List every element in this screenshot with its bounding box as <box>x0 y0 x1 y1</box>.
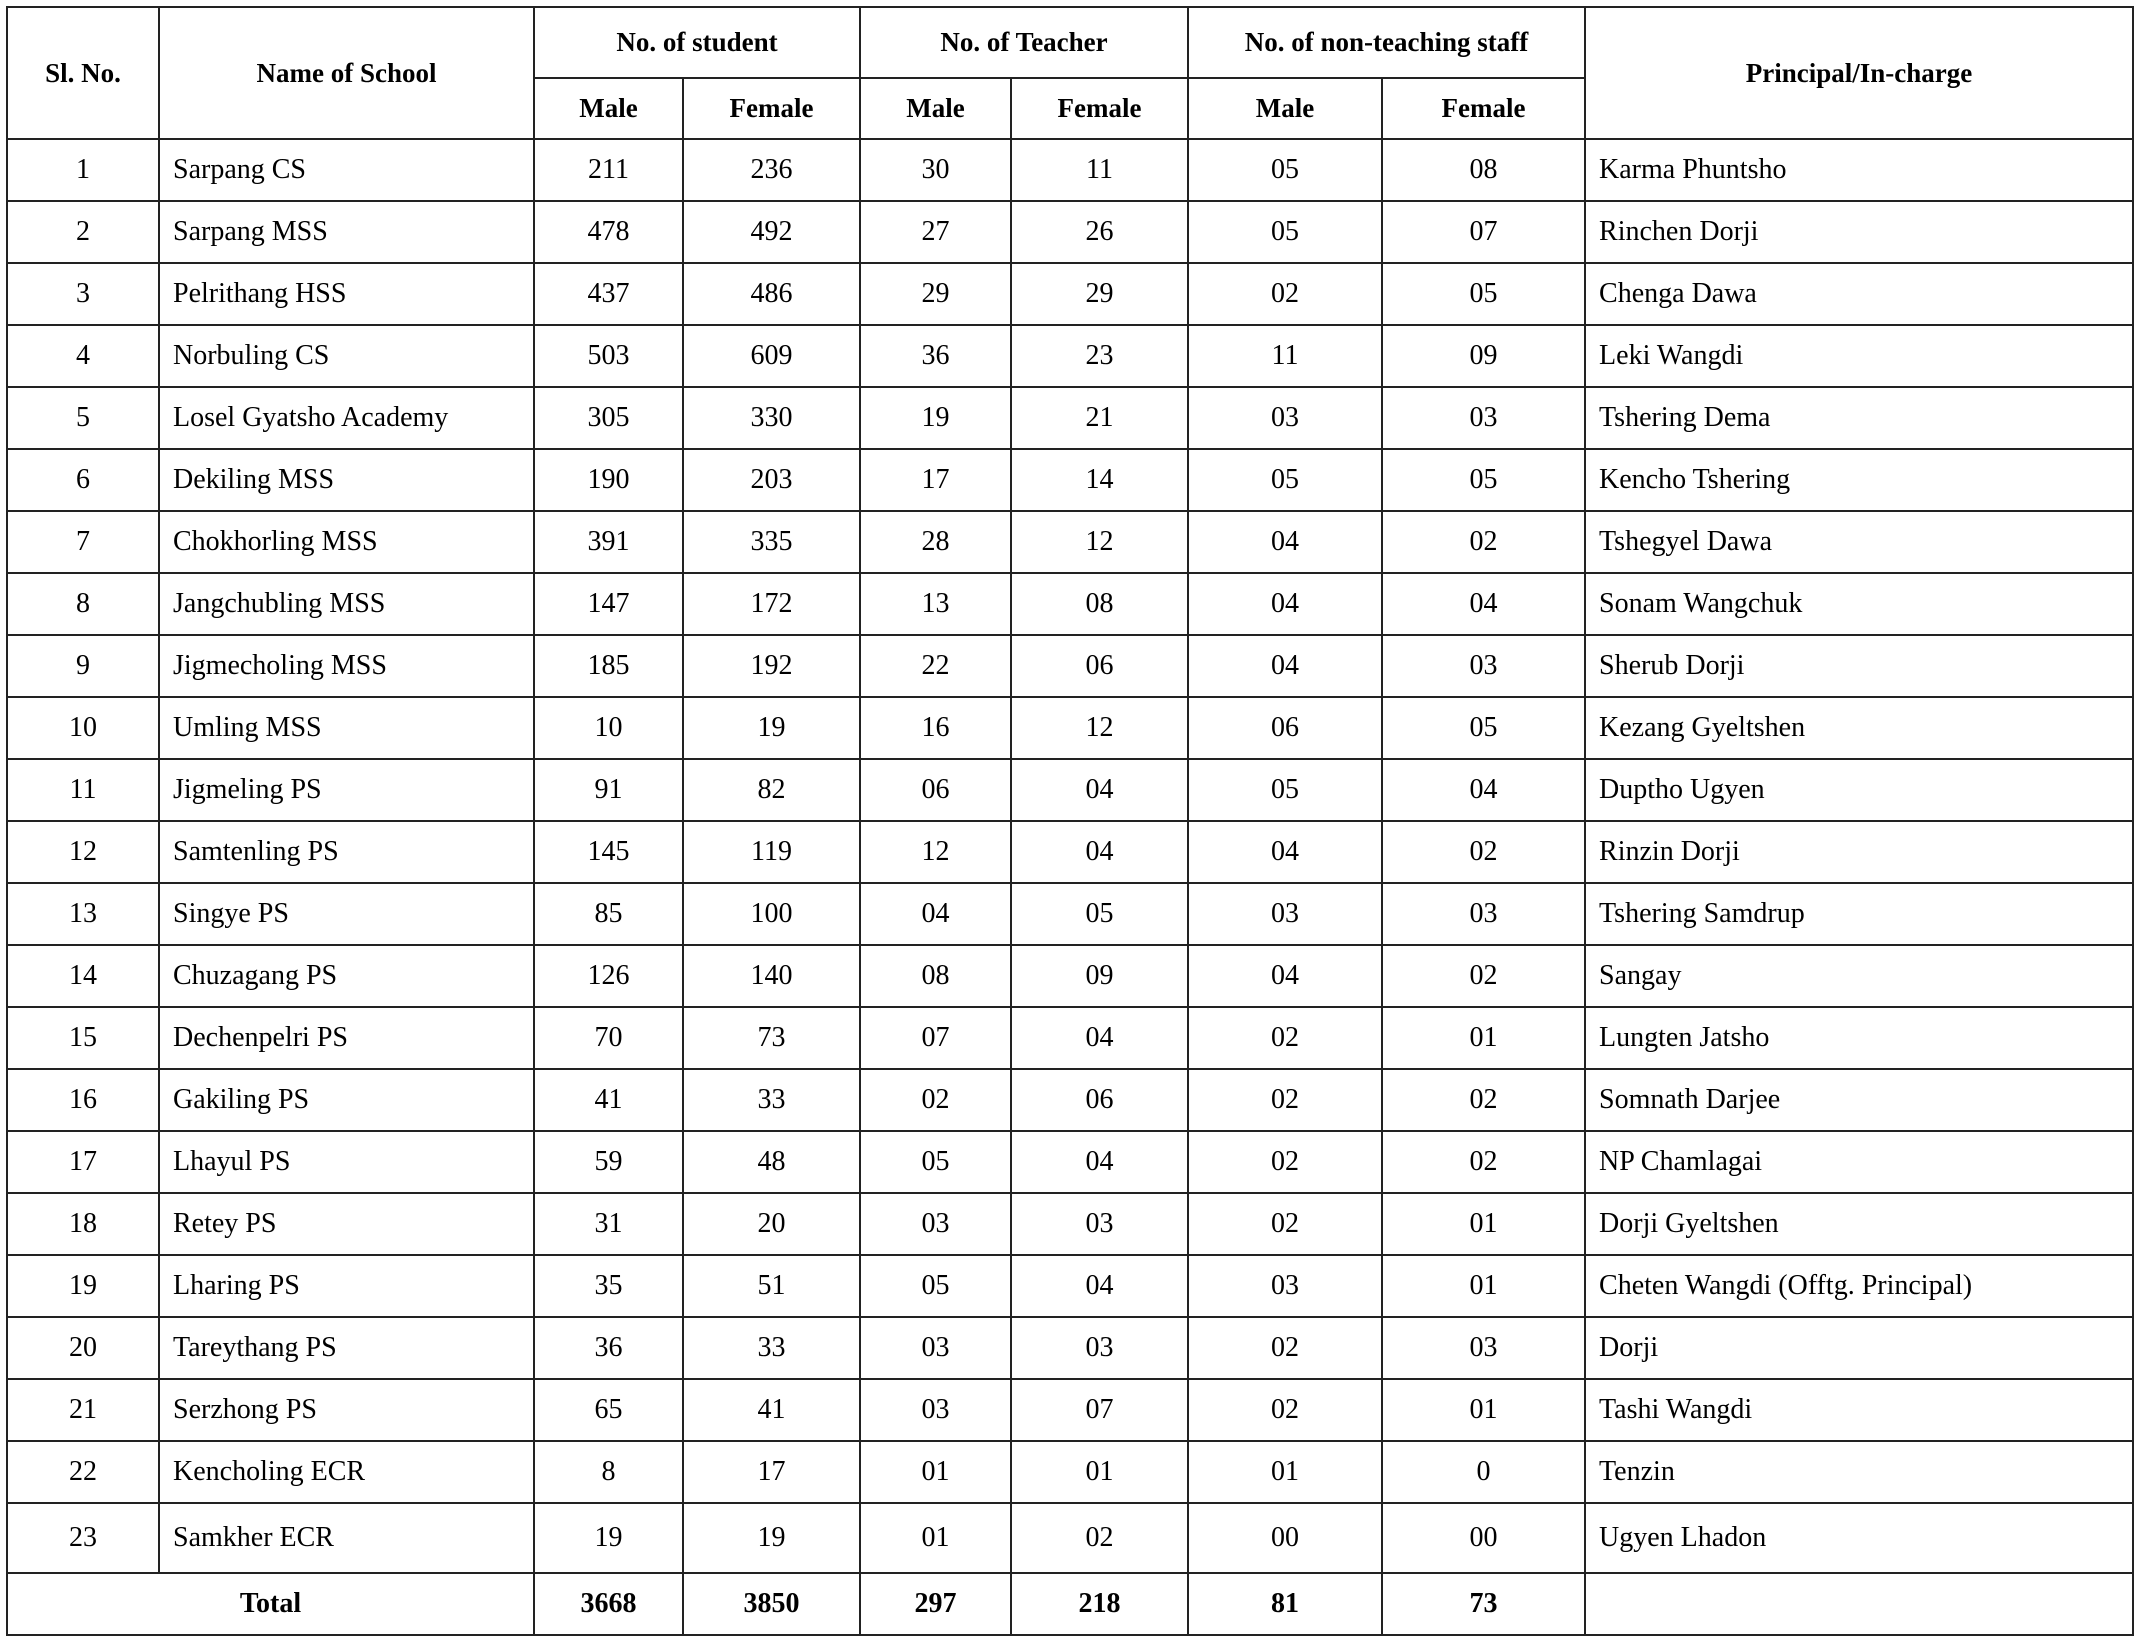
header-non-teaching-staff: No. of non-teaching staff <box>1188 7 1585 78</box>
header-students-female: Female <box>683 78 860 139</box>
teachers-female-cell: 03 <box>1011 1317 1188 1379</box>
principal-cell: Ugyen Lhadon <box>1585 1503 2133 1573</box>
staff-female-cell: 01 <box>1382 1379 1585 1441</box>
students-female-cell: 17 <box>683 1441 860 1503</box>
staff-female-cell: 02 <box>1382 821 1585 883</box>
school-name-cell: Chokhorling MSS <box>159 511 534 573</box>
total-teachers-female: 218 <box>1011 1573 1188 1635</box>
sl-no-cell: 11 <box>7 759 159 821</box>
table-row <box>7 945 2133 1007</box>
principal-cell: Duptho Ugyen <box>1585 759 2133 821</box>
teachers-female-cell: 07 <box>1011 1379 1188 1441</box>
header-teachers: No. of Teacher <box>860 7 1188 78</box>
staff-male-cell: 05 <box>1188 139 1382 201</box>
teachers-female-cell: 12 <box>1011 511 1188 573</box>
school-name-cell: Kencholing ECR <box>159 1441 534 1503</box>
students-female-cell: 192 <box>683 635 860 697</box>
principal-cell: Cheten Wangdi (Offtg. Principal) <box>1585 1255 2133 1317</box>
sl-no-cell: 10 <box>7 697 159 759</box>
table-row <box>7 263 2133 325</box>
students-male-cell: 147 <box>534 573 683 635</box>
table-row <box>7 387 2133 449</box>
principal-cell: Sherub Dorji <box>1585 635 2133 697</box>
table-body <box>7 139 2133 1573</box>
staff-female-cell: 02 <box>1382 1131 1585 1193</box>
teachers-female-cell: 26 <box>1011 201 1188 263</box>
principal-cell: Tshegyel Dawa <box>1585 511 2133 573</box>
sl-no-cell: 4 <box>7 325 159 387</box>
staff-female-cell: 0 <box>1382 1441 1585 1503</box>
table-row <box>7 697 2133 759</box>
header-row-1 <box>7 7 2133 78</box>
header-sl-no: Sl. No. <box>7 7 159 139</box>
students-female-cell: 82 <box>683 759 860 821</box>
staff-female-cell: 03 <box>1382 635 1585 697</box>
header-students-male: Male <box>534 78 683 139</box>
staff-male-cell: 05 <box>1188 201 1382 263</box>
header-students: No. of student <box>534 7 860 78</box>
table-row <box>7 511 2133 573</box>
teachers-female-cell: 04 <box>1011 1007 1188 1069</box>
students-male-cell: 19 <box>534 1503 683 1573</box>
teachers-female-cell: 29 <box>1011 263 1188 325</box>
students-female-cell: 330 <box>683 387 860 449</box>
school-name-cell: Dechenpelri PS <box>159 1007 534 1069</box>
sl-no-cell: 3 <box>7 263 159 325</box>
students-female-cell: 51 <box>683 1255 860 1317</box>
table-row <box>7 1131 2133 1193</box>
teachers-female-cell: 09 <box>1011 945 1188 1007</box>
teachers-male-cell: 04 <box>860 883 1011 945</box>
sl-no-cell: 7 <box>7 511 159 573</box>
staff-male-cell: 11 <box>1188 325 1382 387</box>
principal-cell: Sangay <box>1585 945 2133 1007</box>
total-students-male: 3668 <box>534 1573 683 1635</box>
staff-male-cell: 05 <box>1188 759 1382 821</box>
principal-cell: Tshering Samdrup <box>1585 883 2133 945</box>
students-male-cell: 8 <box>534 1441 683 1503</box>
staff-male-cell: 00 <box>1188 1503 1382 1573</box>
staff-male-cell: 04 <box>1188 635 1382 697</box>
teachers-male-cell: 03 <box>860 1317 1011 1379</box>
school-name-cell: Samtenling PS <box>159 821 534 883</box>
header-teachers-male: Male <box>860 78 1011 139</box>
principal-cell: Kencho Tshering <box>1585 449 2133 511</box>
school-name-cell: Dekiling MSS <box>159 449 534 511</box>
school-name-cell: Gakiling PS <box>159 1069 534 1131</box>
table-header <box>7 7 2133 139</box>
teachers-female-cell: 06 <box>1011 1069 1188 1131</box>
school-statistics-table <box>6 6 2134 1636</box>
students-male-cell: 503 <box>534 325 683 387</box>
school-name-cell: Chuzagang PS <box>159 945 534 1007</box>
students-male-cell: 10 <box>534 697 683 759</box>
teachers-female-cell: 03 <box>1011 1193 1188 1255</box>
students-male-cell: 36 <box>534 1317 683 1379</box>
students-male-cell: 59 <box>534 1131 683 1193</box>
teachers-female-cell: 23 <box>1011 325 1188 387</box>
header-staff-male: Male <box>1188 78 1382 139</box>
sl-no-cell: 2 <box>7 201 159 263</box>
teachers-male-cell: 28 <box>860 511 1011 573</box>
table-row <box>7 139 2133 201</box>
staff-female-cell: 02 <box>1382 945 1585 1007</box>
teachers-male-cell: 01 <box>860 1441 1011 1503</box>
staff-female-cell: 04 <box>1382 573 1585 635</box>
students-female-cell: 236 <box>683 139 860 201</box>
table-row <box>7 325 2133 387</box>
table-row <box>7 573 2133 635</box>
staff-female-cell: 08 <box>1382 139 1585 201</box>
students-female-cell: 492 <box>683 201 860 263</box>
teachers-male-cell: 13 <box>860 573 1011 635</box>
students-female-cell: 19 <box>683 1503 860 1573</box>
teachers-male-cell: 08 <box>860 945 1011 1007</box>
table-row <box>7 759 2133 821</box>
total-staff-female: 73 <box>1382 1573 1585 1635</box>
staff-male-cell: 04 <box>1188 573 1382 635</box>
students-female-cell: 73 <box>683 1007 860 1069</box>
students-female-cell: 48 <box>683 1131 860 1193</box>
students-male-cell: 41 <box>534 1069 683 1131</box>
table-row <box>7 1379 2133 1441</box>
students-female-cell: 609 <box>683 325 860 387</box>
staff-male-cell: 02 <box>1188 1379 1382 1441</box>
students-male-cell: 85 <box>534 883 683 945</box>
staff-male-cell: 05 <box>1188 449 1382 511</box>
principal-cell: Dorji Gyeltshen <box>1585 1193 2133 1255</box>
teachers-female-cell: 01 <box>1011 1441 1188 1503</box>
students-female-cell: 203 <box>683 449 860 511</box>
teachers-male-cell: 19 <box>860 387 1011 449</box>
total-teachers-male: 297 <box>860 1573 1011 1635</box>
staff-female-cell: 04 <box>1382 759 1585 821</box>
header-teachers-female: Female <box>1011 78 1188 139</box>
staff-female-cell: 07 <box>1382 201 1585 263</box>
staff-male-cell: 04 <box>1188 511 1382 573</box>
students-female-cell: 20 <box>683 1193 860 1255</box>
sl-no-cell: 13 <box>7 883 159 945</box>
total-staff-male: 81 <box>1188 1573 1382 1635</box>
teachers-male-cell: 02 <box>860 1069 1011 1131</box>
header-staff-female: Female <box>1382 78 1585 139</box>
total-label: Total <box>7 1573 534 1635</box>
staff-female-cell: 03 <box>1382 387 1585 449</box>
students-female-cell: 41 <box>683 1379 860 1441</box>
students-male-cell: 70 <box>534 1007 683 1069</box>
principal-cell: Tshering Dema <box>1585 387 2133 449</box>
sl-no-cell: 5 <box>7 387 159 449</box>
header-school-name: Name of School <box>159 7 534 139</box>
teachers-male-cell: 17 <box>860 449 1011 511</box>
teachers-male-cell: 22 <box>860 635 1011 697</box>
sl-no-cell: 1 <box>7 139 159 201</box>
school-name-cell: Jangchubling MSS <box>159 573 534 635</box>
school-name-cell: Sarpang CS <box>159 139 534 201</box>
sl-no-cell: 9 <box>7 635 159 697</box>
table-row <box>7 635 2133 697</box>
table-row <box>7 1441 2133 1503</box>
students-male-cell: 91 <box>534 759 683 821</box>
principal-cell: Somnath Darjee <box>1585 1069 2133 1131</box>
school-name-cell: Jigmecholing MSS <box>159 635 534 697</box>
school-name-cell: Sarpang MSS <box>159 201 534 263</box>
staff-female-cell: 01 <box>1382 1007 1585 1069</box>
staff-female-cell: 05 <box>1382 697 1585 759</box>
principal-cell: Karma Phuntsho <box>1585 139 2133 201</box>
students-male-cell: 211 <box>534 139 683 201</box>
teachers-female-cell: 12 <box>1011 697 1188 759</box>
staff-female-cell: 01 <box>1382 1255 1585 1317</box>
students-male-cell: 145 <box>534 821 683 883</box>
staff-male-cell: 02 <box>1188 1131 1382 1193</box>
table-row <box>7 1255 2133 1317</box>
teachers-male-cell: 05 <box>860 1131 1011 1193</box>
table-row <box>7 821 2133 883</box>
sl-no-cell: 12 <box>7 821 159 883</box>
school-name-cell: Samkher ECR <box>159 1503 534 1573</box>
teachers-female-cell: 14 <box>1011 449 1188 511</box>
table-row <box>7 1193 2133 1255</box>
staff-male-cell: 03 <box>1188 883 1382 945</box>
students-female-cell: 19 <box>683 697 860 759</box>
students-female-cell: 140 <box>683 945 860 1007</box>
staff-female-cell: 02 <box>1382 1069 1585 1131</box>
staff-female-cell: 02 <box>1382 511 1585 573</box>
teachers-female-cell: 08 <box>1011 573 1188 635</box>
principal-cell: Rinchen Dorji <box>1585 201 2133 263</box>
teachers-male-cell: 27 <box>860 201 1011 263</box>
students-female-cell: 119 <box>683 821 860 883</box>
students-male-cell: 391 <box>534 511 683 573</box>
teachers-male-cell: 03 <box>860 1193 1011 1255</box>
students-male-cell: 65 <box>534 1379 683 1441</box>
staff-female-cell: 03 <box>1382 1317 1585 1379</box>
students-male-cell: 185 <box>534 635 683 697</box>
sl-no-cell: 20 <box>7 1317 159 1379</box>
staff-male-cell: 01 <box>1188 1441 1382 1503</box>
school-table-container <box>6 6 2134 1636</box>
teachers-male-cell: 30 <box>860 139 1011 201</box>
table-row <box>7 1069 2133 1131</box>
students-male-cell: 35 <box>534 1255 683 1317</box>
teachers-female-cell: 04 <box>1011 759 1188 821</box>
teachers-male-cell: 12 <box>860 821 1011 883</box>
staff-male-cell: 02 <box>1188 1317 1382 1379</box>
students-male-cell: 190 <box>534 449 683 511</box>
staff-male-cell: 02 <box>1188 1193 1382 1255</box>
teachers-female-cell: 04 <box>1011 821 1188 883</box>
table-row <box>7 1007 2133 1069</box>
school-name-cell: Losel Gyatsho Academy <box>159 387 534 449</box>
sl-no-cell: 15 <box>7 1007 159 1069</box>
school-name-cell: Lharing PS <box>159 1255 534 1317</box>
total-row <box>7 1573 2133 1635</box>
school-name-cell: Pelrithang HSS <box>159 263 534 325</box>
table-row <box>7 1503 2133 1573</box>
students-female-cell: 100 <box>683 883 860 945</box>
students-male-cell: 31 <box>534 1193 683 1255</box>
staff-female-cell: 09 <box>1382 325 1585 387</box>
staff-male-cell: 02 <box>1188 1069 1382 1131</box>
teachers-male-cell: 01 <box>860 1503 1011 1573</box>
students-female-cell: 33 <box>683 1317 860 1379</box>
teachers-female-cell: 21 <box>1011 387 1188 449</box>
principal-cell: Tashi Wangdi <box>1585 1379 2133 1441</box>
table-row <box>7 449 2133 511</box>
sl-no-cell: 21 <box>7 1379 159 1441</box>
staff-male-cell: 03 <box>1188 387 1382 449</box>
principal-cell: Kezang Gyeltshen <box>1585 697 2133 759</box>
students-male-cell: 437 <box>534 263 683 325</box>
school-name-cell: Umling MSS <box>159 697 534 759</box>
table-row <box>7 1317 2133 1379</box>
staff-male-cell: 06 <box>1188 697 1382 759</box>
teachers-female-cell: 04 <box>1011 1255 1188 1317</box>
school-name-cell: Jigmeling PS <box>159 759 534 821</box>
staff-male-cell: 04 <box>1188 821 1382 883</box>
school-name-cell: Singye PS <box>159 883 534 945</box>
table-row <box>7 201 2133 263</box>
sl-no-cell: 19 <box>7 1255 159 1317</box>
sl-no-cell: 22 <box>7 1441 159 1503</box>
principal-cell: Dorji <box>1585 1317 2133 1379</box>
school-name-cell: Retey PS <box>159 1193 534 1255</box>
sl-no-cell: 18 <box>7 1193 159 1255</box>
staff-female-cell: 01 <box>1382 1193 1585 1255</box>
sl-no-cell: 8 <box>7 573 159 635</box>
staff-female-cell: 05 <box>1382 449 1585 511</box>
sl-no-cell: 17 <box>7 1131 159 1193</box>
students-female-cell: 335 <box>683 511 860 573</box>
teachers-male-cell: 05 <box>860 1255 1011 1317</box>
staff-female-cell: 05 <box>1382 263 1585 325</box>
school-name-cell: Tareythang PS <box>159 1317 534 1379</box>
teachers-female-cell: 04 <box>1011 1131 1188 1193</box>
principal-cell: Tenzin <box>1585 1441 2133 1503</box>
staff-male-cell: 04 <box>1188 945 1382 1007</box>
table-footer <box>7 1573 2133 1635</box>
table-row <box>7 883 2133 945</box>
students-female-cell: 172 <box>683 573 860 635</box>
teachers-male-cell: 06 <box>860 759 1011 821</box>
staff-male-cell: 03 <box>1188 1255 1382 1317</box>
students-male-cell: 126 <box>534 945 683 1007</box>
staff-female-cell: 03 <box>1382 883 1585 945</box>
sl-no-cell: 6 <box>7 449 159 511</box>
teachers-male-cell: 07 <box>860 1007 1011 1069</box>
principal-cell: NP Chamlagai <box>1585 1131 2133 1193</box>
students-female-cell: 33 <box>683 1069 860 1131</box>
teachers-female-cell: 06 <box>1011 635 1188 697</box>
principal-cell: Chenga Dawa <box>1585 263 2133 325</box>
school-name-cell: Lhayul PS <box>159 1131 534 1193</box>
school-name-cell: Norbuling CS <box>159 325 534 387</box>
principal-cell: Leki Wangdi <box>1585 325 2133 387</box>
principal-cell: Lungten Jatsho <box>1585 1007 2133 1069</box>
teachers-female-cell: 11 <box>1011 139 1188 201</box>
teachers-male-cell: 03 <box>860 1379 1011 1441</box>
total-students-female: 3850 <box>683 1573 860 1635</box>
staff-female-cell: 00 <box>1382 1503 1585 1573</box>
principal-cell: Rinzin Dorji <box>1585 821 2133 883</box>
students-male-cell: 305 <box>534 387 683 449</box>
sl-no-cell: 16 <box>7 1069 159 1131</box>
school-name-cell: Serzhong PS <box>159 1379 534 1441</box>
teachers-male-cell: 29 <box>860 263 1011 325</box>
sl-no-cell: 14 <box>7 945 159 1007</box>
students-male-cell: 478 <box>534 201 683 263</box>
students-female-cell: 486 <box>683 263 860 325</box>
teachers-female-cell: 02 <box>1011 1503 1188 1573</box>
header-principal: Principal/In-charge <box>1585 7 2133 139</box>
teachers-female-cell: 05 <box>1011 883 1188 945</box>
principal-cell: Sonam Wangchuk <box>1585 573 2133 635</box>
sl-no-cell: 23 <box>7 1503 159 1573</box>
teachers-male-cell: 16 <box>860 697 1011 759</box>
staff-male-cell: 02 <box>1188 1007 1382 1069</box>
teachers-male-cell: 36 <box>860 325 1011 387</box>
staff-male-cell: 02 <box>1188 263 1382 325</box>
total-principal <box>1585 1573 2133 1635</box>
